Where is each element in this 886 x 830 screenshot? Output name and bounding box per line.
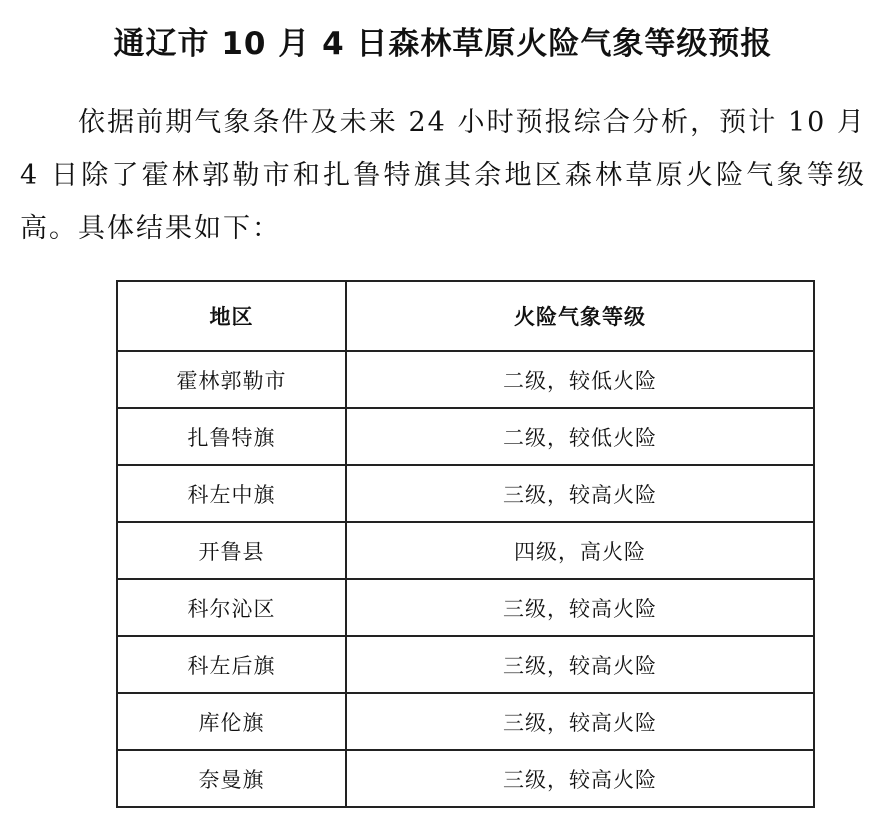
grade-cell: 四级，高火险 <box>346 522 814 579</box>
grade-cell: 三级，较高火险 <box>346 693 814 750</box>
table-row <box>117 693 814 750</box>
table-row <box>117 636 814 693</box>
intro-paragraph: 依据前期气象条件及未来 24 小时预报综合分析，预计 10 月 4 日除了霍林郭勒市和扎鲁特旗其余地区森林草原火险气象等级高。具体结果如下： <box>20 107 866 244</box>
region-cell: 科左后旗 <box>117 636 346 693</box>
table-row <box>117 465 814 522</box>
region-cell: 霍林郭勒市 <box>117 351 346 408</box>
table-row <box>117 750 814 807</box>
region-cell: 奈曼旗 <box>117 750 346 807</box>
grade-cell: 三级，较高火险 <box>346 750 814 807</box>
grade-cell: 二级，较低火险 <box>346 351 814 408</box>
table-header-row <box>117 281 814 351</box>
column-header-grade: 火险气象等级 <box>346 281 814 351</box>
page-title: 通辽市 10 月 4 日森林草原火险气象等级预报 <box>113 26 773 62</box>
grade-cell: 三级，较高火险 <box>346 636 814 693</box>
table-row <box>117 579 814 636</box>
region-cell: 科尔沁区 <box>117 579 346 636</box>
grade-cell: 三级，较高火险 <box>346 579 814 636</box>
region-cell: 扎鲁特旗 <box>117 408 346 465</box>
table-row <box>117 351 814 408</box>
region-cell: 开鲁县 <box>117 522 346 579</box>
region-cell: 科左中旗 <box>117 465 346 522</box>
table-row <box>117 522 814 579</box>
table-row <box>117 408 814 465</box>
grade-cell: 二级，较低火险 <box>346 408 814 465</box>
column-header-region: 地区 <box>117 281 346 351</box>
fire-risk-table <box>116 280 815 808</box>
grade-cell: 三级，较高火险 <box>346 465 814 522</box>
region-cell: 库伦旗 <box>117 693 346 750</box>
